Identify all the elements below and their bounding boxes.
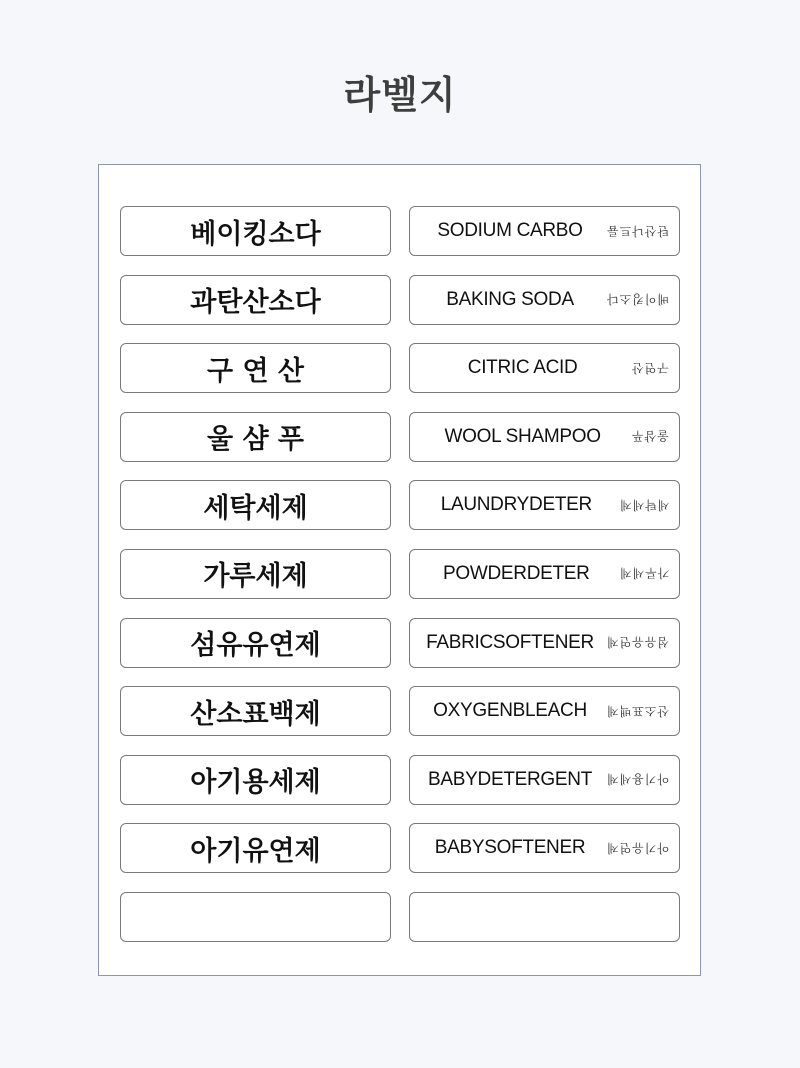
label-english-text: BABYDETERGENT [428,768,592,790]
label-korean: 아기유연제 [120,823,391,873]
label-english-text: OXYGENBLEACH [433,700,587,722]
label-english [409,549,680,599]
label-english [409,618,680,668]
label-korean: 가루세제 [120,549,391,599]
label-korean: 과탄산소다 [120,275,391,325]
label-braille-text: 탄산나트륨 [606,223,669,238]
label-english [409,275,680,325]
label-english-text: SODIUM CARBO [437,220,583,241]
label-korean: 베이킹소다 [120,206,391,256]
label-korean: 구 연 산 [120,343,391,393]
label-english [409,343,680,393]
label-korean-empty [120,892,391,942]
label-english-text: BABYSOFTENER [434,837,586,859]
label-english-empty [409,892,680,942]
label-english-text: CITRIC ACID [467,357,578,379]
label-english [409,412,680,462]
label-braille-text: 구연산 [631,360,669,375]
label-braille-text: 아기유연제 [606,840,669,855]
label-english [409,823,680,873]
label-korean: 아기용세제 [120,755,391,805]
label-braille-text: 가루세제 [618,566,669,581]
label-english-text: BAKING SODA [446,288,574,310]
label-korean: 세탁세제 [120,480,391,530]
label-english-text: WOOL SHAMPOO [444,425,601,447]
label-braille-text: 섬유유연제 [606,635,669,650]
page-title: 라벨지 [343,73,457,117]
label-english [409,686,680,736]
label-korean: 산소표백제 [120,686,391,736]
label-braille-text: 울샴푸 [631,429,669,444]
label-english [409,480,680,530]
label-braille-text: 세탁세제 [618,497,669,512]
label-english-text: LAUNDRYDETER [440,494,592,516]
label-braille-text: 베이킹소다 [606,292,669,307]
label-korean: 울 샴 푸 [120,412,391,462]
label-english [409,755,680,805]
label-braille-text: 아기용세제 [606,772,669,787]
label-korean: 섬유유연제 [120,618,391,668]
label-english-text: POWDERDETER [443,562,590,584]
label-sheet [98,164,701,976]
label-english-text: FABRICSOFTENER [426,631,594,653]
label-english [409,206,680,256]
label-grid [120,206,680,942]
label-braille-text: 산소표백제 [606,703,669,718]
